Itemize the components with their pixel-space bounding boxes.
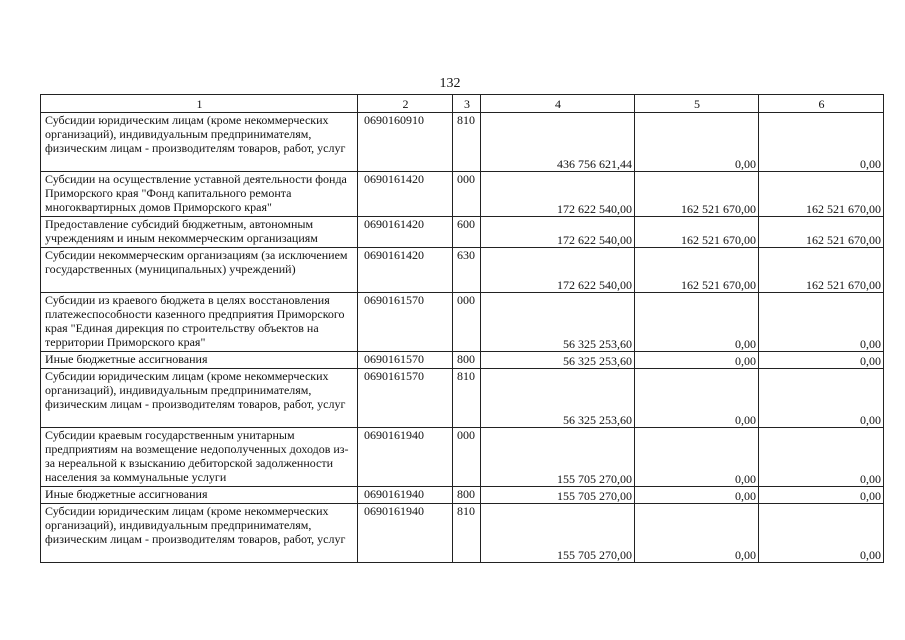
target-code: 0690161940 (358, 487, 453, 504)
header-row (41, 95, 884, 113)
column-header: 4 (481, 95, 635, 113)
amount-col6: 162 521 670,00 (759, 172, 884, 217)
column-header: 5 (635, 95, 759, 113)
amount-col6: 0,00 (759, 352, 884, 369)
table-row (41, 293, 884, 352)
expense-type: 810 (453, 113, 481, 172)
column-header: 3 (453, 95, 481, 113)
target-code: 0690160910 (358, 113, 453, 172)
table-row (41, 172, 884, 217)
amount-col4: 155 705 270,00 (481, 487, 635, 504)
amount-col5: 0,00 (635, 428, 759, 487)
column-header: 6 (759, 95, 884, 113)
column-header: 1 (41, 95, 358, 113)
amount-col5: 0,00 (635, 369, 759, 428)
column-header: 2 (358, 95, 453, 113)
amount-col6: 0,00 (759, 293, 884, 352)
table-row (41, 369, 884, 428)
target-code: 0690161570 (358, 352, 453, 369)
amount-col6: 0,00 (759, 504, 884, 563)
expense-type: 000 (453, 428, 481, 487)
target-code: 0690161940 (358, 428, 453, 487)
page-number: 132 (439, 76, 461, 91)
expense-type: 630 (453, 248, 481, 293)
amount-col4: 56 325 253,60 (481, 352, 635, 369)
expense-type: 800 (453, 352, 481, 369)
row-name: Субсидии юридическим лицам (кроме некоммерческих организаций), индивидуальным предпринимателям, физическим лицам - производителям товаров, работ, услуг (41, 369, 358, 428)
table-row (41, 248, 884, 293)
target-code: 0690161570 (358, 369, 453, 428)
amount-col6: 0,00 (759, 369, 884, 428)
amount-col6: 0,00 (759, 428, 884, 487)
row-name: Субсидии краевым государственным унитарным предприятиям на возмещение недополученных доходов из-за нереальной к взысканию дебиторской задолженности населения за коммунальные услуги (41, 428, 358, 487)
row-name: Субсидии юридическим лицам (кроме некоммерческих организаций), индивидуальным предпринимателям, физическим лицам - производителям товаров, работ, услуг (41, 113, 358, 172)
expense-type: 810 (453, 504, 481, 563)
amount-col5: 0,00 (635, 352, 759, 369)
amount-col5: 0,00 (635, 504, 759, 563)
amount-col5: 0,00 (635, 487, 759, 504)
amount-col5: 0,00 (635, 293, 759, 352)
table-row (41, 217, 884, 248)
expense-type: 800 (453, 487, 481, 504)
amount-col4: 436 756 621,44 (481, 113, 635, 172)
target-code: 0690161420 (358, 248, 453, 293)
amount-col4: 172 622 540,00 (481, 248, 635, 293)
amount-col6: 162 521 670,00 (759, 217, 884, 248)
amount-col5: 162 521 670,00 (635, 217, 759, 248)
amount-col6: 0,00 (759, 487, 884, 504)
expense-type: 000 (453, 172, 481, 217)
row-name: Субсидии юридическим лицам (кроме некоммерческих организаций), индивидуальным предпринимателям, физическим лицам - производителям товаров, работ, услуг (41, 504, 358, 563)
amount-col4: 155 705 270,00 (481, 428, 635, 487)
amount-col4: 172 622 540,00 (481, 172, 635, 217)
row-name: Предоставление субсидий бюджетным, автономным учреждениям и иным некоммерческим организациям (41, 217, 358, 248)
amount-col5: 0,00 (635, 113, 759, 172)
row-name: Иные бюджетные ассигнования (41, 352, 358, 369)
expense-type: 000 (453, 293, 481, 352)
table-row (41, 428, 884, 487)
amount-col4: 56 325 253,60 (481, 293, 635, 352)
row-name: Субсидии некоммерческим организациям (за исключением государственных (муниципальных) учреждений) (41, 248, 358, 293)
table-row (41, 504, 884, 563)
amount-col6: 162 521 670,00 (759, 248, 884, 293)
expense-type: 600 (453, 217, 481, 248)
table-row (41, 113, 884, 172)
target-code: 0690161940 (358, 504, 453, 563)
row-name: Иные бюджетные ассигнования (41, 487, 358, 504)
amount-col4: 155 705 270,00 (481, 504, 635, 563)
expense-type: 810 (453, 369, 481, 428)
amount-col5: 162 521 670,00 (635, 172, 759, 217)
target-code: 0690161570 (358, 293, 453, 352)
amount-col6: 0,00 (759, 113, 884, 172)
amount-col4: 172 622 540,00 (481, 217, 635, 248)
row-name: Субсидии из краевого бюджета в целях восстановления платежеспособности казенного предприятия Приморского края "Единая дирекция по строительству объектов на территории Приморского края" (41, 293, 358, 352)
table-row (41, 487, 884, 504)
table-row (41, 352, 884, 369)
row-name: Субсидии на осуществление уставной деятельности фонда Приморского края "Фонд капитального ремонта многоквартирных домов Приморского края" (41, 172, 358, 217)
target-code: 0690161420 (358, 217, 453, 248)
target-code: 0690161420 (358, 172, 453, 217)
budget-table (40, 94, 884, 563)
amount-col5: 162 521 670,00 (635, 248, 759, 293)
amount-col4: 56 325 253,60 (481, 369, 635, 428)
